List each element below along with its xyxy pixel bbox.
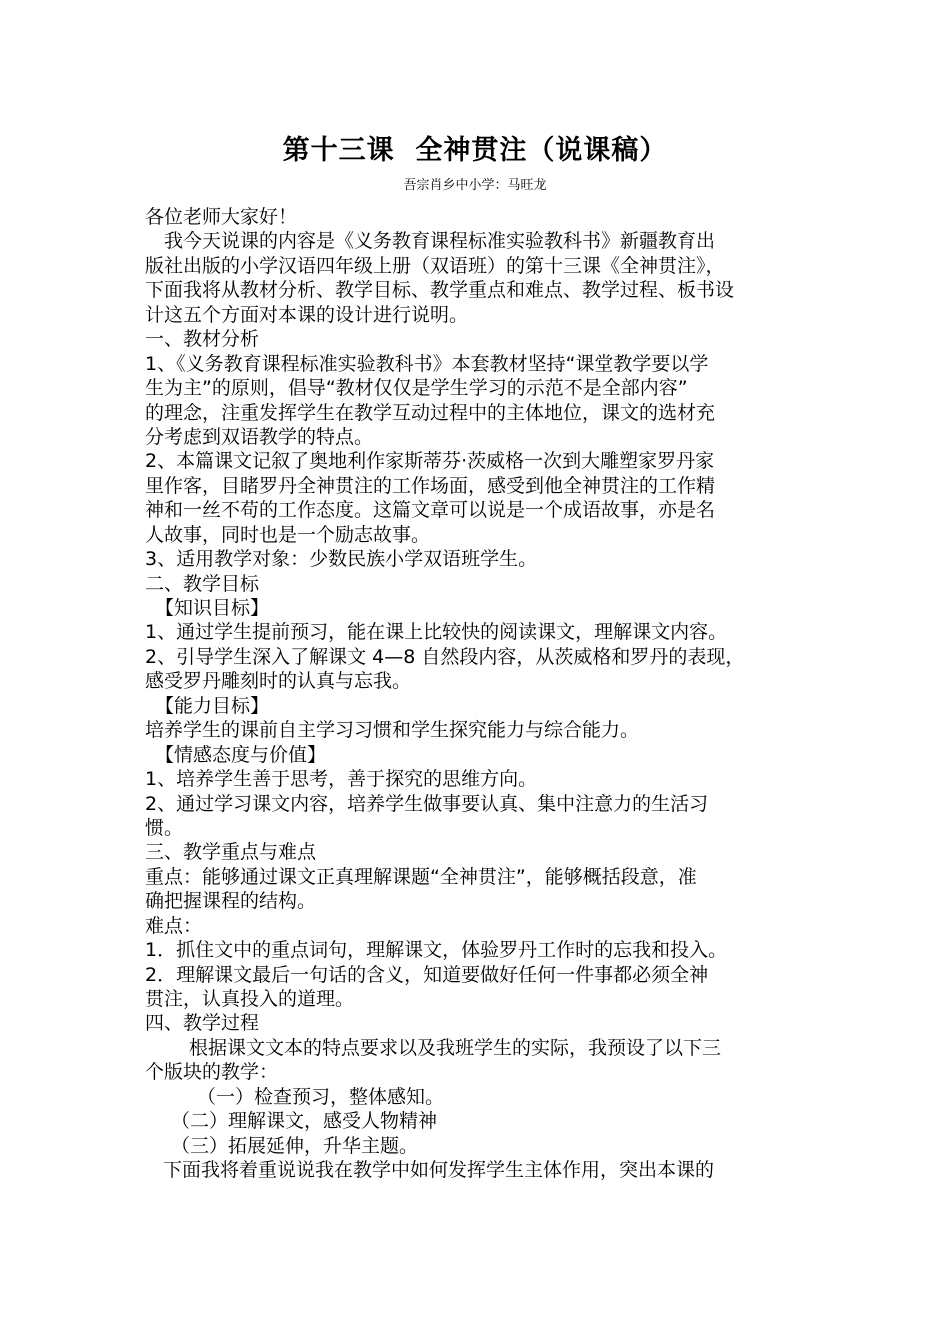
text-line: 计这五个方面对本课的设计进行说明。 bbox=[145, 303, 469, 326]
document-title: 第十三课 全神贯注（说课稿） bbox=[282, 135, 668, 166]
text-line: 的理念，注重发挥学生在教学互动过程中的主体地位，课文的选材充 bbox=[145, 401, 716, 424]
subsection-heading: 【情感态度与价值】 bbox=[155, 743, 327, 766]
section-heading: 一、教材分析 bbox=[145, 328, 260, 351]
text-line: 版社出版的小学汉语四年级上册（双语班）的第十三课《全神贯注》， bbox=[145, 254, 725, 277]
list-item: （二）理解课文，感受人物精神 bbox=[171, 1110, 438, 1133]
text-line: 生为主”的原则，倡导“教材仅仅是学生学习的示范不是全部内容” bbox=[145, 377, 688, 400]
text-line: 3、适用教学对象：少数民族小学双语班学生。 bbox=[145, 548, 538, 571]
section-heading: 三、教学重点与难点 bbox=[145, 841, 317, 864]
text-line: 重点：能够通过课文正真理解课题“全神贯注”，能够概括段意，准 bbox=[145, 865, 697, 888]
text-line: 培养学生的课前自主学习习惯和学生探究能力与综合能力。 bbox=[145, 719, 640, 742]
subsection-heading: 【能力目标】 bbox=[155, 694, 270, 717]
document-author: 吾宗肖乡中小学：马旺龙 bbox=[403, 178, 547, 193]
text-line: 感受罗丹雕刻时的认真与忘我。 bbox=[145, 670, 412, 693]
text-line: 下面我将从教材分析、教学目标、教学重点和难点、教学过程、板书设 bbox=[145, 279, 735, 302]
text-line: 惯。 bbox=[145, 816, 184, 839]
subsection-heading: 【知识目标】 bbox=[155, 597, 270, 619]
text-line: 个版块的教学： bbox=[145, 1061, 279, 1084]
text-line: 1．抓住文中的重点词句，理解课文，体验罗丹工作时的忘我和投入。 bbox=[145, 939, 728, 962]
text-line: 里作客，目睹罗丹全神贯注的工作场面，感受到他全神贯注的工作精 bbox=[145, 474, 716, 497]
text-line: 2、本篇课文记叙了奥地利作家斯蒂芬·茨威格一次到大雕塑家罗丹家 bbox=[145, 450, 715, 473]
text-line: 1、《义务教育课程标准实验教科书》本套教材坚持“课堂教学要以学 bbox=[145, 352, 709, 375]
text-line: 1、通过学生提前预习，能在课上比较快的阅读课文，理解课文内容。 bbox=[145, 621, 728, 644]
text-line: 神和一丝不苟的工作态度。这篇文章可以说是一个成语故事，亦是名 bbox=[145, 499, 716, 522]
list-item: （一）检查预习，整体感知。 bbox=[197, 1085, 445, 1108]
text-line: 2、通过学习课文内容，培养学生做事要认真、集中注意力的生活习 bbox=[145, 792, 709, 815]
text-line: 下面我将着重说说我在教学中如何发挥学生主体作用，突出本课的 bbox=[163, 1159, 715, 1182]
text-line: 难点： bbox=[145, 914, 203, 937]
section-heading: 二、教学目标 bbox=[145, 572, 260, 595]
list-item: （三）拓展延伸，升华主题。 bbox=[171, 1134, 419, 1157]
text-line: 分考虑到双语教学的特点。 bbox=[145, 425, 374, 448]
text-line: 2、引导学生深入了解课文 4—8 自然段内容，从茨威格和罗丹的表现， bbox=[145, 645, 745, 668]
text-line: 各位老师大家好！ bbox=[145, 206, 298, 228]
text-line: 2．理解课文最后一句话的含义，知道要做好任何一件事都必须全神 bbox=[145, 963, 709, 986]
text-line: 人故事，同时也是一个励志故事。 bbox=[145, 523, 431, 546]
text-line: 确把握课程的结构。 bbox=[145, 890, 317, 913]
section-heading: 四、教学过程 bbox=[145, 1012, 260, 1035]
text-line: 1、培养学生善于思考，善于探究的思维方向。 bbox=[145, 768, 538, 791]
text-line: 贯注，认真投入的道理。 bbox=[145, 988, 355, 1010]
document-body bbox=[145, 205, 825, 1183]
text-line: 根据课文文本的特点要求以及我班学生的实际，我预设了以下三 bbox=[189, 1036, 722, 1059]
text-line: 我今天说课的内容是《义务教育课程标准实验教科书》新疆教育出 bbox=[164, 230, 716, 253]
